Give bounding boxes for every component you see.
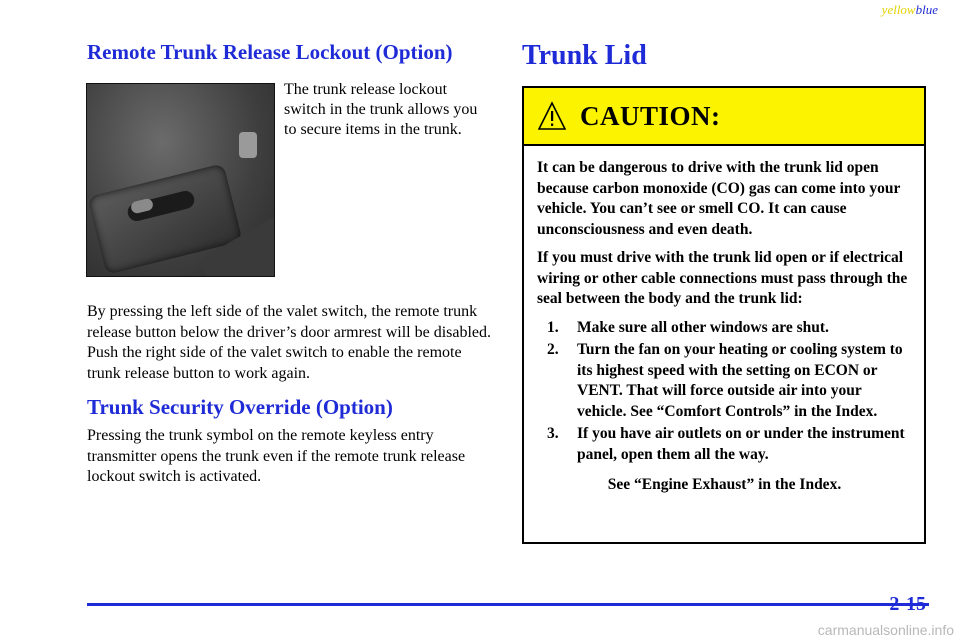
caution-paragraph-2: If you must drive with the trunk lid open or if electrical wiring or other cable connections must pass through the seal between the body and the trunk lid: [537, 249, 908, 307]
section-heading-trunk-security-override: Trunk Security Override (Option) [87, 395, 393, 419]
caution-steps-list [537, 318, 912, 466]
caution-header [524, 88, 924, 146]
list-item [537, 340, 912, 422]
step-text: Make sure all other windows are shut. [577, 318, 829, 336]
step-number: 3. [547, 425, 559, 442]
photo-caption-text: The trunk release lockout switch in the trunk allows you to secure items in the trunk. [284, 81, 478, 138]
watermark: carmanualsonline.info [817, 622, 954, 638]
step-number: 2. [547, 341, 559, 358]
color-tag [882, 2, 938, 18]
caution-box [522, 86, 926, 544]
caution-reference: See “Engine Exhaust” in the Index. [607, 476, 842, 493]
trunk-switch-photo [86, 83, 275, 277]
caution-body [524, 146, 924, 496]
color-tag-blue: blue [915, 2, 938, 17]
caution-label: CAUTION: [580, 100, 721, 131]
section-heading-remote-trunk-lockout: Remote Trunk Release Lockout (Option) [87, 40, 453, 64]
caution-paragraph-1: It can be dangerous to drive with the trunk lid open because carbon monoxide (CO) gas can come into your vehicle. You can’t see or smell CO. It can cause unconsciousness and even death. [537, 159, 901, 238]
step-text: If you have air outlets on or under the instrument panel, open them all the way. [577, 425, 905, 463]
page-title: Trunk Lid [522, 40, 647, 71]
list-item [537, 424, 912, 465]
step-number: 1. [547, 318, 559, 336]
warning-triangle-icon [538, 101, 566, 131]
list-item [537, 318, 912, 339]
step-text: Turn the fan on your heating or cooling system to its highest speed with the setting on ECON or VENT. That will force outside air into your vehicle. See “Comfort Controls” in the Index. [577, 341, 903, 420]
page-number: 2-15 [889, 593, 926, 615]
color-tag-yellow: yellow [881, 2, 916, 17]
section2-body-text: Pressing the trunk symbol on the remote keyless entry transmitter opens the trunk even if the remote trunk release lockout switch is activated. [87, 427, 466, 485]
footer-rule [87, 603, 929, 606]
section1-body-text: By pressing the left side of the valet switch, the remote trunk release button below the driver’s door armrest will be disabled. Push the right side of the valet switch to enable the remote trunk release button to work again. [87, 303, 492, 382]
